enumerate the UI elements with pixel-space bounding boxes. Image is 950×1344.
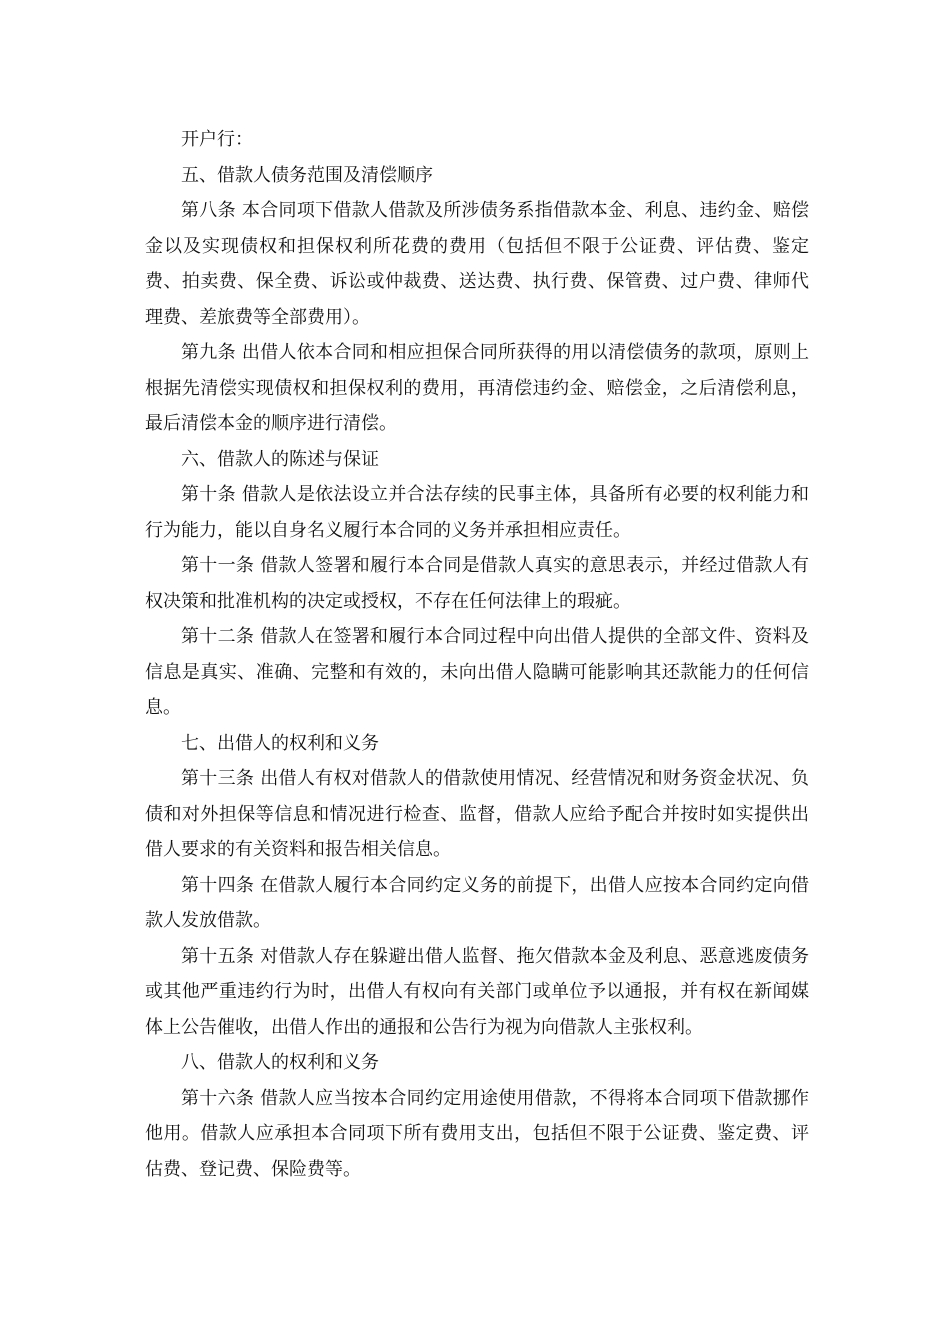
article-9: 第九条 出借人依本合同和相应担保合同所获得的用以清偿债务的款项，原则上根据先清偿实现债权和担保权利的费用，再清偿违约金、赔偿金，之后清偿利息，最后清偿本金的顺序进行清偿。: [145, 342, 809, 434]
section-heading-8: 八、借款人的权利和义务: [181, 1052, 379, 1073]
section-heading-7: 七、出借人的权利和义务: [181, 732, 379, 754]
article-16: 第十六条 借款人应当按本合同约定用途使用借款，不得将本合同项下借款挪作他用。借款人应承担本合同项下所有费用支出，包括但不限于公证费、鉴定费、评估费、登记费、保险费等。: [145, 1087, 809, 1180]
bank-account-line: 开户行：: [181, 129, 253, 150]
document-body: [145, 122, 809, 1187]
section-heading-6: 六、借款人的陈述与保证: [181, 448, 379, 470]
article-14: 第十四条 在借款人履行本合同约定义务的前提下，出借人应按本合同约定向借款人发放借款。: [145, 874, 809, 931]
article-13: 第十三条 出借人有权对借款人的借款使用情况、经营情况和财务资金状况、负债和对外担保等信息和情况进行检查、监督，借款人应给予配合并按时如实提供出借人要求的有关资料和报告相关信息。: [145, 768, 809, 860]
article-10: 第十条 借款人是依法设立并合法存续的民事主体，具备所有必要的权利能力和行为能力，能以自身名义履行本合同的义务并承担相应责任。: [145, 484, 809, 541]
article-8: 第八条 本合同项下借款人借款及所涉债务系指借款本金、利息、违约金、赔偿金以及实现债权和担保权利所花费的费用（包括但不限于公证费、评估费、鉴定费、拍卖费、保全费、诉讼或仲裁费、送达费、执行费、保管费、过户费、律师代理费、差旅费等全部费用）。: [145, 200, 809, 328]
section-heading-5: 五、借款人债务范围及清偿顺序: [181, 164, 433, 186]
article-15: 第十五条 对借款人存在躲避出借人监督、拖欠借款本金及利息、恶意逃废债务或其他严重违约行为时，出借人有权向有关部门或单位予以通报，并有权在新闻媒体上公告催收，出借人作出的通报和公告行为视为向借款人主张权利。: [145, 945, 809, 1038]
article-12: 第十二条 借款人在签署和履行本合同过程中向出借人提供的全部文件、资料及信息是真实、准确、完整和有效的，未向出借人隐瞒可能影响其还款能力的任何信息。: [145, 626, 809, 718]
article-11: 第十一条 借款人签署和履行本合同是借款人真实的意思表示，并经过借款人有权决策和批准机构的决定或授权，不存在任何法律上的瑕疵。: [145, 555, 809, 612]
